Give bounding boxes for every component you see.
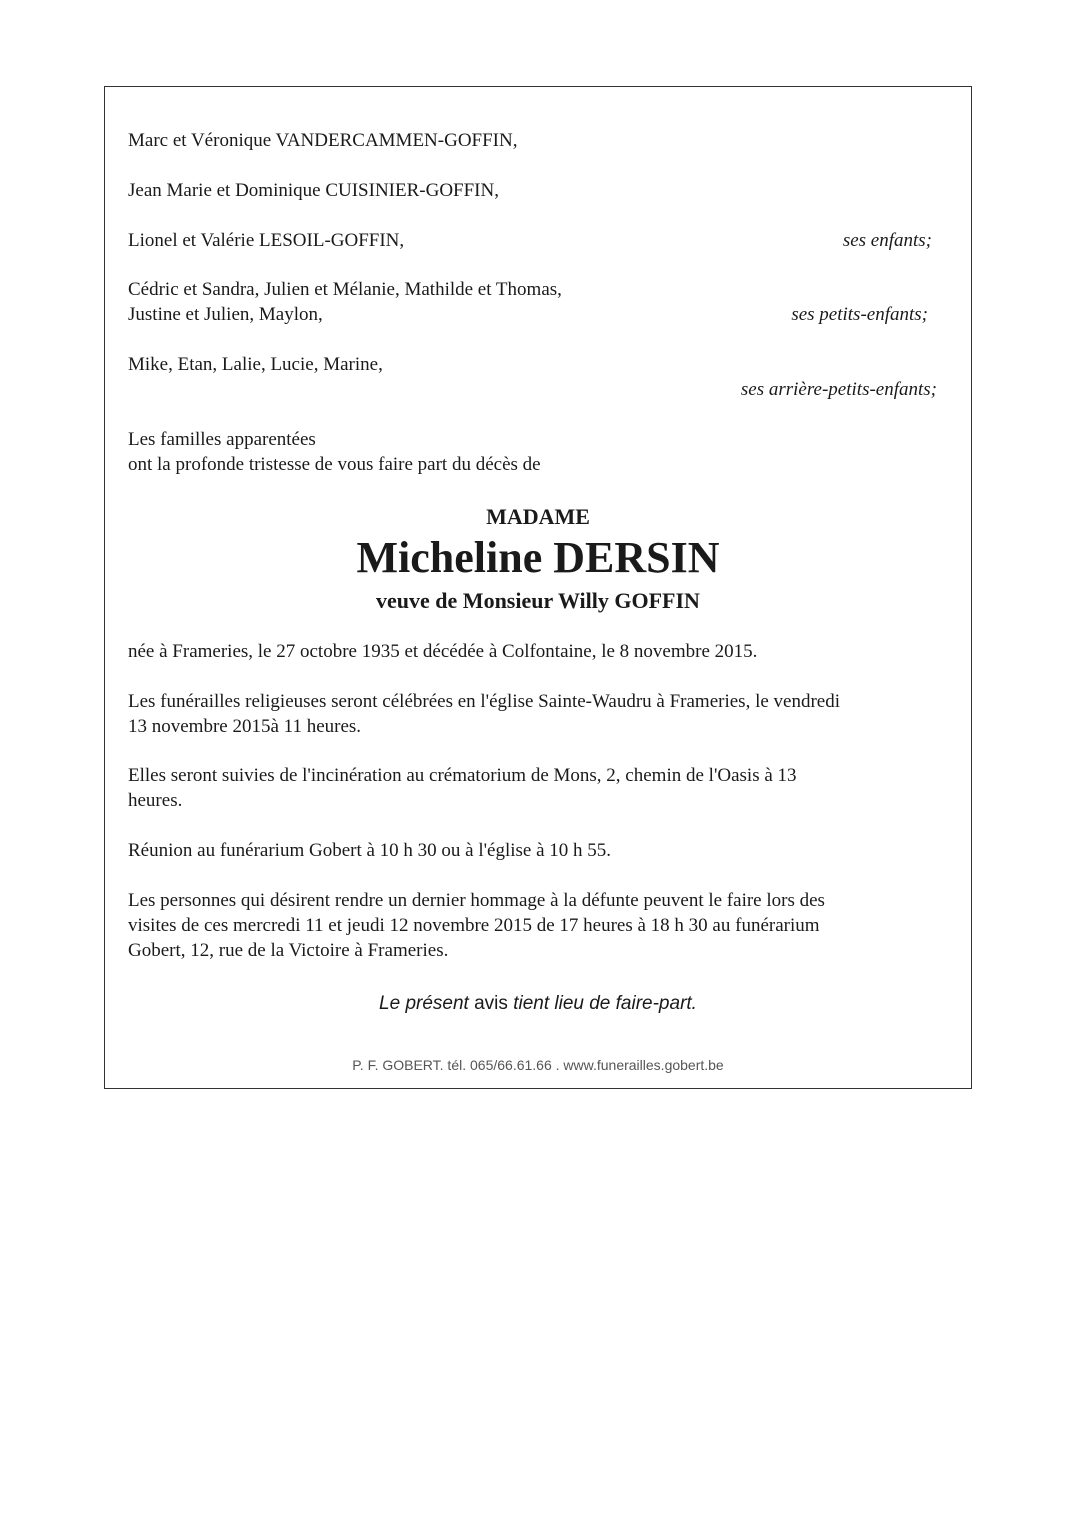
meeting-line: Réunion au funérarium Gobert à 10 h 30 ou à l'église à 10 h 55. — [128, 840, 612, 861]
visits-line-3: Gobert, 12, rue de la Victoire à Frameries. — [128, 940, 449, 961]
deceased-name: Micheline DERSIN — [356, 533, 720, 582]
closing-statement — [104, 991, 972, 1016]
cremation-line-2: heures. — [128, 790, 183, 811]
closing-part-1: Le présent — [379, 993, 469, 1014]
funeral-line-2: 13 novembre 2015à 11 heures. — [128, 716, 362, 737]
great-grandchildren-role: ses arrière-petits-enfants; — [740, 379, 937, 400]
funeral-home-footer: P. F. GOBERT. tél. 065/66.61.66 . www.funerailles.gobert.be — [352, 1057, 724, 1073]
children-role: ses enfants; — [842, 230, 932, 251]
funeral-line-1: Les funérailles religieuses seront célébrées en l'église Sainte-Waudru à Frameries, le vendredi — [128, 691, 840, 712]
grandchildren-line-2: Justine et Julien, Maylon, — [128, 304, 323, 325]
great-grandchildren-line: Mike, Etan, Lalie, Lucie, Marine, — [128, 354, 383, 375]
child-line-2: Jean Marie et Dominique CUISINIER-GOFFIN, — [128, 180, 499, 201]
birth-death-line: née à Frameries, le 27 octobre 1935 et décédée à Colfontaine, le 8 novembre 2015. — [128, 641, 758, 662]
relatives-line-2: ont la profonde tristesse de vous faire part du décès de — [128, 454, 541, 475]
cremation-line-1: Elles seront suivies de l'incinération au crématorium de Mons, 2, chemin de l'Oasis à 13 — [128, 765, 797, 786]
child-line-3: Lionel et Valérie LESOIL-GOFFIN, — [128, 230, 405, 251]
relatives-line-1: Les familles apparentées — [128, 429, 316, 450]
grandchildren-role: ses petits-enfants; — [791, 304, 928, 325]
grandchildren-line-1: Cédric et Sandra, Julien et Mélanie, Mathilde et Thomas, — [128, 279, 562, 300]
closing-part-2: avis — [468, 993, 514, 1014]
visits-line-2: visites de ces mercredi 11 et jeudi 12 novembre 2015 de 17 heures à 18 h 30 au funérarium — [128, 915, 820, 936]
child-line-1: Marc et Véronique VANDERCAMMEN-GOFFIN, — [128, 130, 518, 151]
deceased-widow-of: veuve de Monsieur Willy GOFFIN — [376, 588, 700, 613]
closing-part-3: tient lieu de faire-part. — [513, 993, 697, 1014]
deceased-title: MADAME — [486, 504, 590, 529]
visits-line-1: Les personnes qui désirent rendre un dernier hommage à la défunte peuvent le faire lors des — [128, 890, 825, 911]
